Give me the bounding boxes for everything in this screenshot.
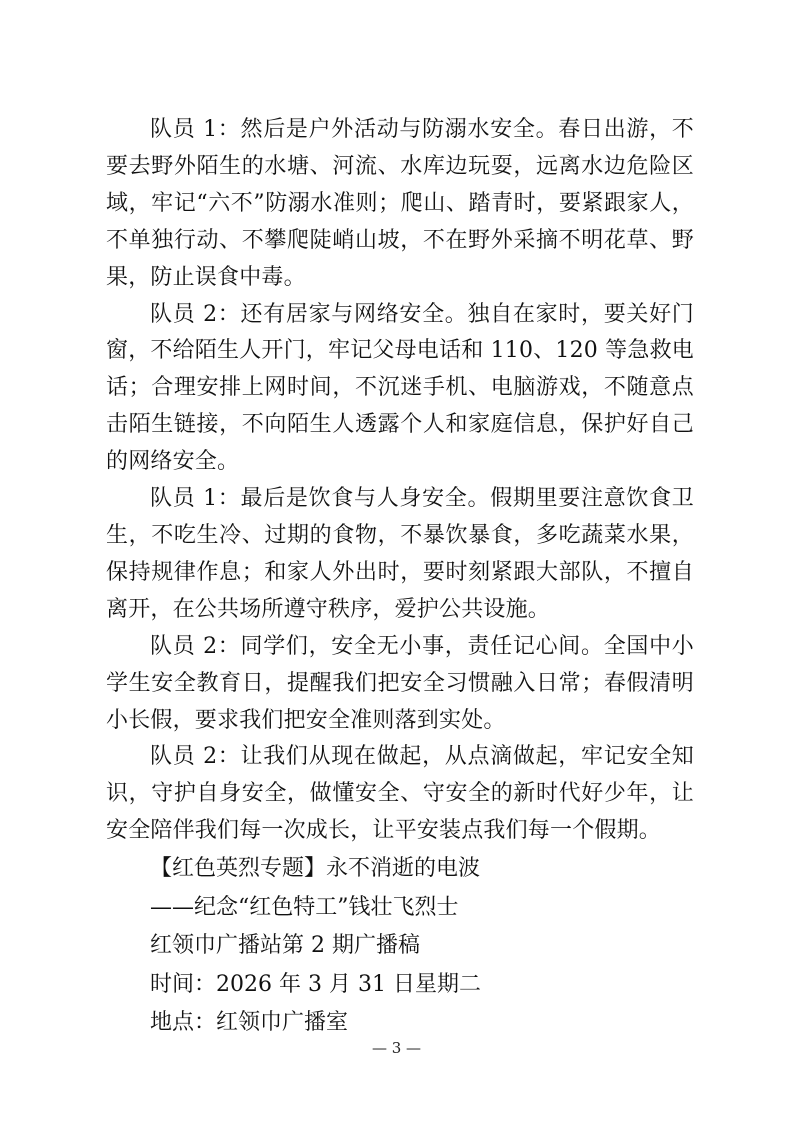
paragraph-food-personal-safety: 队员 1：最后是饮食与人身安全。假期里要注意饮食卫生，不吃生冷、过期的食物，不暴饮暴食，多吃蔬菜水果，保持规律作息；和家人外出时，要时刻紧跟大部队，不擅自离开，在公共场所遵守秩序，爱护公共设施。	[106, 486, 694, 622]
paragraph-home-network-safety: 队员 2：还有居家与网络安全。独自在家时，要关好门窗，不给陌生人开门，牢记父母电话和 110、120 等急救电话；合理安排上网时间，不沉迷手机、电脑游戏，不随意点击陌生链接，不向陌生人透露个人和家庭信息，保护好自己的网络安全。	[106, 301, 694, 475]
page-content	[106, 112, 694, 1043]
section-heading: 【红色英烈专题】永不消逝的电波	[150, 856, 481, 882]
paragraph-closing-call: 队员 2：让我们从现在做起，从点滴做起，牢记安全知识，守护自身安全，做懂安全、守安全的新时代好少年，让安全陪伴我们每一次成长，让平安装点我们每一个假期。	[106, 744, 694, 844]
section-subtitle: ——纪念“红色特工”钱壮飞烈士	[150, 894, 459, 920]
paragraph-safety-summary: 队员 2：同学们，安全无小事，责任记心间。全国中小学生安全教育日，提醒我们把安全习惯融入日常；春假清明小长假，要求我们把安全准则落到实处。	[106, 633, 694, 733]
page-number: — 3 —	[371, 1039, 422, 1057]
broadcast-place: 地点：红领巾广播室	[150, 1010, 349, 1036]
broadcast-time: 时间：2026 年 3 月 31 日星期二	[150, 971, 481, 997]
broadcast-source: 红领巾广播站第 2 期广播稿	[150, 933, 420, 959]
next-section-header	[106, 850, 694, 1043]
paragraph-outdoor-safety: 队员 1：然后是户外活动与防溺水安全。春日出游，不要去野外陌生的水塘、河流、水库边玩耍，远离水边危险区域，牢记“六不”防溺水准则；爬山、踏青时，要紧跟家人，不单独行动、不攀爬陡峭山坡，不在野外采摘不明花草、野果，防止误食中毒。	[106, 117, 694, 290]
